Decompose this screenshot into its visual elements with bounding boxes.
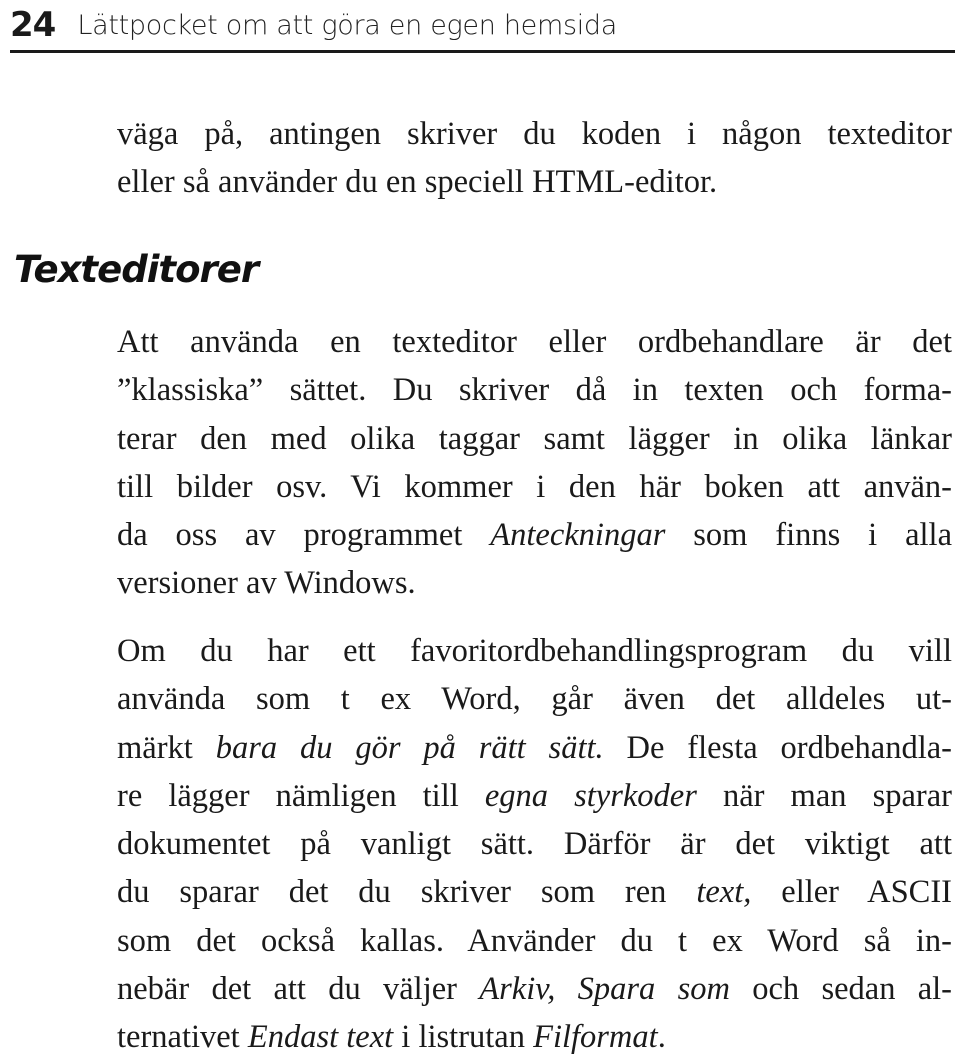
- emphasis-italic: text,: [696, 874, 752, 911]
- program-name-italic: Anteckningar: [490, 517, 666, 554]
- text-line: som det också kallas. Använder du t ex Word så in-: [117, 922, 952, 959]
- text-line: [117, 965, 952, 1013]
- text-line: versioner av Windows.: [117, 565, 416, 602]
- text-line: [117, 511, 952, 559]
- text-run: märkt: [117, 729, 216, 766]
- paragraph-2: [117, 627, 952, 1062]
- text-run: .: [657, 1019, 666, 1056]
- text-run: i listrutan: [393, 1019, 534, 1056]
- text-line: dokumentet på vanligt sätt. Därför är det viktigt att: [117, 826, 952, 863]
- text-line: använda som t ex Word, går även det alldeles ut-: [117, 681, 952, 718]
- text-run: ternativet: [117, 1019, 248, 1056]
- text-run: nebär det att du väljer: [117, 971, 480, 1008]
- text-run: da oss av programmet: [117, 517, 491, 554]
- emphasis-italic: bara du gör på rätt sätt.: [215, 729, 604, 766]
- text-run: du sparar det du skriver som ren: [117, 874, 697, 911]
- option-name-italic: Endast text: [247, 1019, 394, 1056]
- text-run: De flesta ordbehandla-: [603, 729, 952, 766]
- text-line: Att använda en texteditor eller ordbehandlare är det: [117, 324, 952, 360]
- section-heading: Texteditorer: [14, 248, 259, 291]
- text-run: som finns i alla: [665, 517, 952, 554]
- running-head: [10, 0, 955, 53]
- text-line: terar den med olika taggar samt lägger in olika länkar: [117, 420, 952, 457]
- intro-paragraph: [117, 110, 952, 207]
- text-line: eller så använder du en speciell HTML-editor.: [117, 164, 718, 201]
- text-line: [117, 772, 952, 820]
- text-line: [117, 1013, 952, 1061]
- text-line: ”klassiska” sättet. Du skriver då in texten och forma-: [117, 372, 952, 409]
- text-run: re lägger nämligen till: [117, 777, 485, 814]
- text-run: och sedan al-: [729, 971, 953, 1008]
- menu-path-italic: Arkiv, Spara som: [479, 971, 730, 1008]
- text-line: [117, 724, 952, 772]
- emphasis-italic: egna styrkoder: [484, 777, 697, 814]
- text-line: [117, 868, 952, 916]
- text-line: till bilder osv. Vi kommer i den här boken att använ-: [117, 468, 952, 505]
- page-number: 24: [10, 5, 56, 45]
- paragraph-1: [117, 318, 952, 608]
- text-run: när man sparar: [696, 777, 952, 814]
- text-run: eller ASCII: [751, 874, 952, 911]
- text-line: Om du har ett favoritordbehandlingsprogram du vill: [117, 633, 952, 669]
- text-line: väga på, antingen skriver du koden i någon texteditor: [117, 116, 952, 152]
- book-title: Lättpocket om att göra en egen hemsida: [77, 9, 618, 41]
- option-name-italic: Filformat: [533, 1019, 658, 1056]
